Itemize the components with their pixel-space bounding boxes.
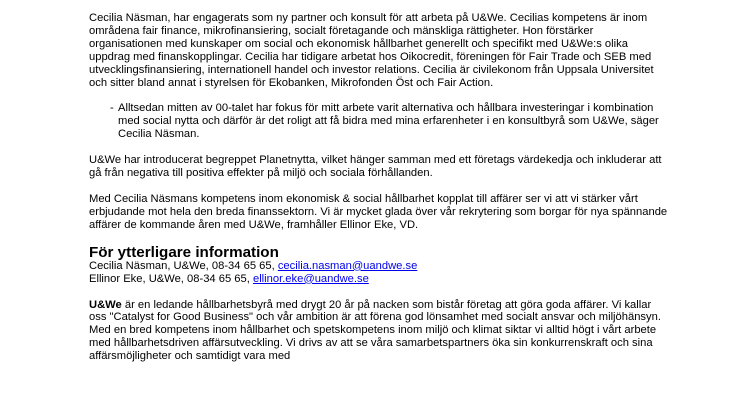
contact-line-cecilia — [89, 260, 669, 273]
contact-ellinor-text: Ellinor Eke, U&We, 08-34 65 65, — [89, 272, 253, 285]
recruitment-paragraph: Med Cecilia Näsmans kompetens inom ekonomisk & social hållbarhet kopplat till affärer ser vi att vi stärker vårt erbjudande mot hela den breda finanssektorn. Vi är mycket glada över vår rekrytering som borgar för nya spännande affärer de kommande åren med U&We, framhåller Ellinor Eke, VD. — [89, 192, 668, 231]
email-link-ellinor[interactable]: ellinor.eke@uandwe.se — [252, 272, 369, 285]
planetnytta-paragraph: U&We har introducerat begreppet Planetnytta, vilket hänger samman med ett företags värdekedja och inkluderar att gå från negativa till positiva effekter på miljö och sociala förhållanden. — [89, 154, 662, 180]
contact-line-ellinor — [89, 273, 669, 286]
info-heading: För ytterligare information — [89, 243, 279, 261]
about-company-name: U&We — [89, 298, 122, 311]
about-paragraph — [89, 299, 669, 364]
about-text: är en ledande hållbarhetsbyrå med drygt 20 år på nacken som bistår företag att göra goda affärer. Vi kallar oss "Catalyst for Good Business" och vår ambition är att förena god lönsamhet med socialt ansvar och miljöhänsyn. Med en bred kompetens inom hållbarhet och spetskompetens inom miljö och klimat siktar vi alltid högt i vårt arbete med hållbarhetsdriven affärsutveckling. Vi drivs av att se våra samarbetspartners öka sin konkurrenskraft och sina affärsmöjligheter och samtidigt vara med — [89, 298, 661, 363]
contact-cecilia-text: Cecilia Näsman, U&We, 08-34 65 65, — [89, 259, 278, 272]
quote-text: Alltsedan mitten av 00-talet har fokus för mitt arbete varit alternativa och hållbara investeringar i kombination med social nytta och därför är det roligt att få bidra med mina erfarenheter i en konsultbyrå som U&We, säger Cecilia Näsman. — [118, 102, 659, 141]
contact-list — [89, 260, 669, 286]
document-page — [89, 12, 669, 363]
quote-bullet — [89, 102, 669, 141]
email-link-cecilia[interactable]: cecilia.nasman@uandwe.se — [277, 259, 418, 272]
bullet-dash: - — [110, 102, 114, 115]
intro-paragraph: Cecilia Näsman, har engagerats som ny partner och konsult för att arbeta på U&We. Cecilias kompetens är inom områdena fair finance, mikrofinansiering, socialt företagande och mänskliga rättigheter. Hon förstärker organisationen med kunskaper om social och ekonomisk hållbarhet generellt och specifikt med U&We:s olika uppdrag med finanskopplingar. Cecilia har tidigare arbetat hos Oikocredit, föreningen för Fair Trade och SEB med utvecklingsfinansiering, internationell handel och investor relations. Cecilia är civilekonom från Uppsala Universitet och sitter bland annat i styrelsen för Ekobanken, Mikrofonden Öst och Fair Action. — [89, 12, 654, 89]
